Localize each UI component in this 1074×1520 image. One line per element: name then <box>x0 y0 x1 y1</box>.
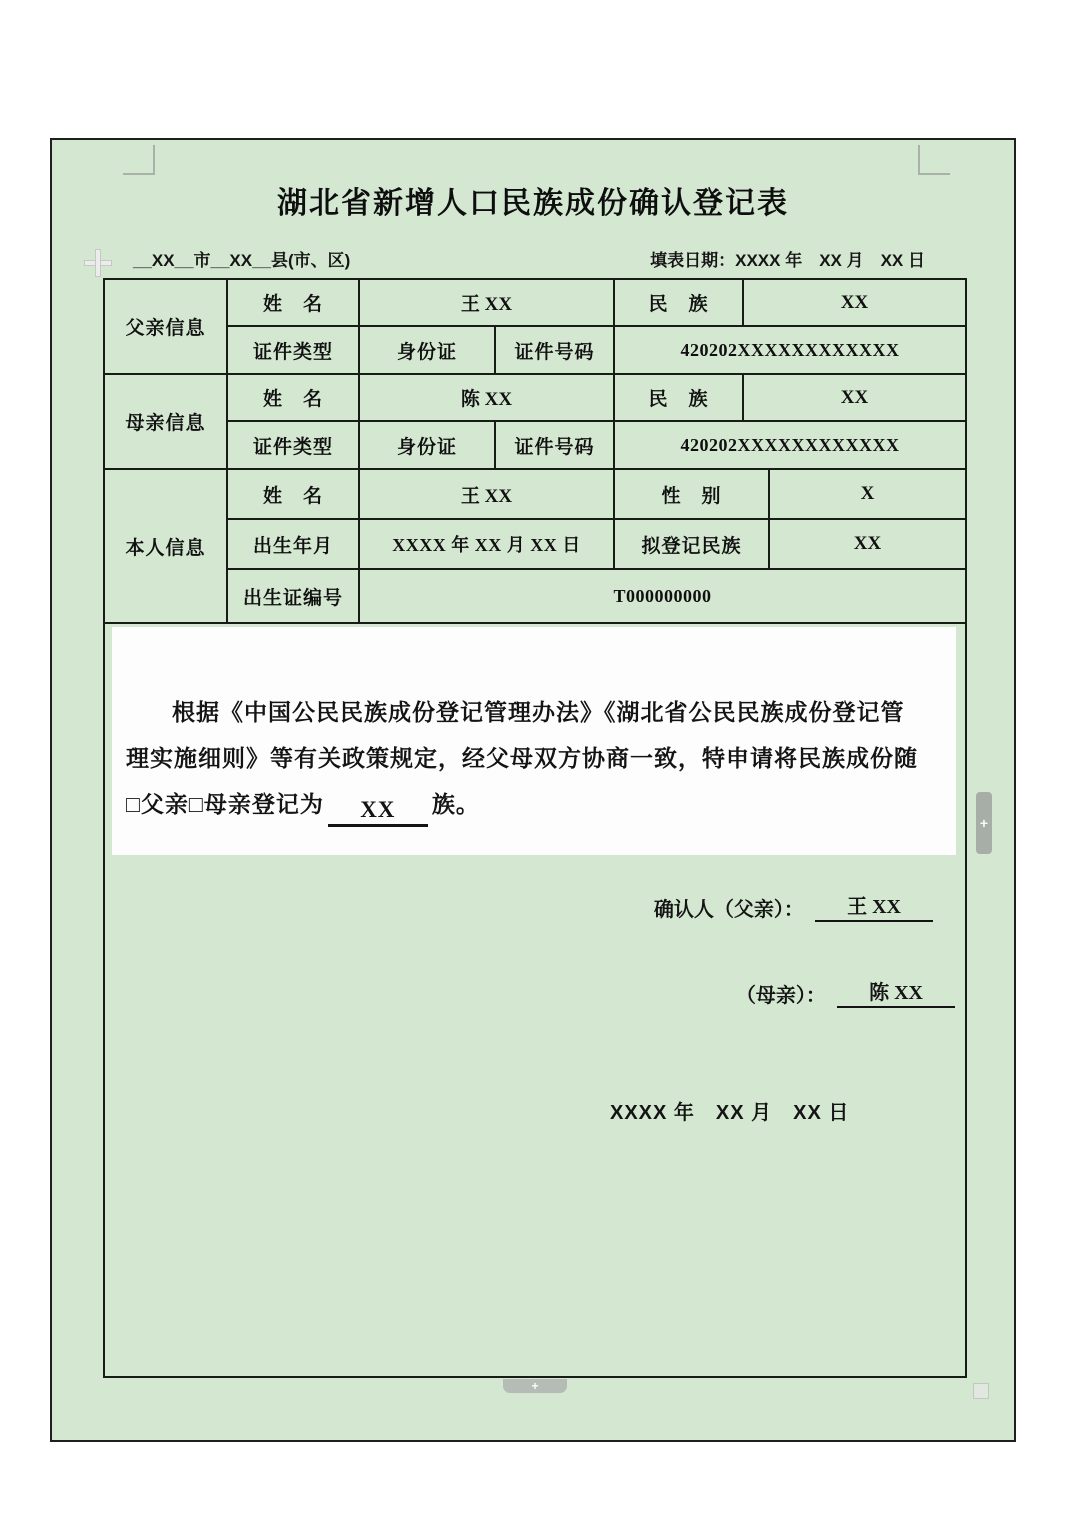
margin-crop-mark-right-icon <box>918 145 950 175</box>
statement-line-2: 理实施细则》等有关政策规定，经父母双方协商一致，特申请将民族成份随 <box>126 745 918 771</box>
fill-date-value[interactable]: XXXX 年 XX 月 XX 日 <box>735 251 925 270</box>
father-id-number-label: 证件号码 <box>495 326 614 374</box>
region-line: __XX__市__XX__县(市、区) <box>133 251 351 270</box>
mother-ethnicity-value[interactable]: XX <box>743 374 966 421</box>
statement-line-3 <box>126 781 942 827</box>
father-section-label: 父亲信息 <box>104 279 227 374</box>
statement-suffix: 族。 <box>431 791 480 817</box>
person-gender-value[interactable]: X <box>769 469 966 519</box>
person-name-value[interactable]: 王 XX <box>359 469 614 519</box>
document-page <box>50 138 1016 1442</box>
mother-id-type-value[interactable]: 身份证 <box>359 421 495 469</box>
person-gender-label: 性 别 <box>614 469 769 519</box>
table-right-drag-handle[interactable] <box>976 792 992 854</box>
person-intended-ethnicity-label: 拟登记民族 <box>614 519 769 569</box>
fill-date <box>650 246 925 271</box>
table-row <box>104 623 966 1377</box>
mother-ethnicity-label: 民 族 <box>614 374 743 421</box>
registration-table <box>103 278 967 1378</box>
confirm-mother-label: （母亲）： <box>735 985 838 1007</box>
father-id-type-label: 证件类型 <box>227 326 359 374</box>
statement-line-1: 根据《中国公民民族成份登记管理办法》《湖北省公民民族成份登记管 <box>172 699 905 725</box>
margin-crop-mark-left-icon <box>123 145 155 175</box>
statement-verb: 登记为 <box>251 791 324 817</box>
father-ethnicity-label: 民 族 <box>614 279 743 326</box>
table-row <box>104 279 966 326</box>
table-bottom-drag-handle[interactable] <box>503 1379 567 1393</box>
plus-icon <box>95 249 101 277</box>
person-intended-ethnicity-value[interactable]: XX <box>769 519 966 569</box>
father-ethnicity-value[interactable]: XX <box>743 279 966 326</box>
confirm-mother-signature <box>647 956 955 1031</box>
fill-date-label: 填表日期： <box>650 251 736 270</box>
father-name-label: 姓 名 <box>227 279 359 326</box>
signature-date[interactable]: XXXX 年 XX 月 XX 日 <box>610 1102 850 1124</box>
person-birth-label: 出生年月 <box>227 519 359 569</box>
confirm-father-value[interactable]: 王 XX <box>815 894 933 922</box>
table-row <box>104 374 966 421</box>
plus-icon: + <box>531 1379 539 1393</box>
mother-name-label: 姓 名 <box>227 374 359 421</box>
form-header-line <box>133 246 925 271</box>
statement-cell <box>105 624 965 1376</box>
table-row <box>104 519 966 569</box>
person-birth-cert-label: 出生证编号 <box>227 569 359 623</box>
page-title: 湖北省新增人口民族成份确认登记表 <box>277 187 789 220</box>
table-row <box>104 421 966 469</box>
table-row <box>104 469 966 519</box>
father-id-type-value[interactable]: 身份证 <box>359 326 495 374</box>
ethnicity-blank-field[interactable]: XX <box>328 796 428 827</box>
person-name-label: 姓 名 <box>227 469 359 519</box>
person-birth-cert-value[interactable]: T000000000 <box>359 569 966 623</box>
confirm-mother-value[interactable]: 陈 XX <box>837 980 955 1008</box>
table-resize-grip[interactable] <box>973 1383 989 1399</box>
father-name-value[interactable]: 王 XX <box>359 279 614 326</box>
person-section-label: 本人信息 <box>104 469 227 623</box>
mother-id-number-label: 证件号码 <box>495 421 614 469</box>
mother-checkbox[interactable]: □ <box>188 791 204 817</box>
mother-word: 母亲 <box>203 791 252 817</box>
confirm-father-signature <box>565 870 933 945</box>
table-move-handle[interactable] <box>84 249 112 277</box>
table-row <box>104 326 966 374</box>
table-row <box>104 569 966 623</box>
confirm-father-label: 确认人（父亲）： <box>653 899 816 921</box>
mother-id-number-value[interactable]: 420202XXXXXXXXXXXX <box>614 421 966 469</box>
person-birth-value[interactable]: XXXX 年 XX 月 XX 日 <box>359 519 614 569</box>
father-word: 父亲 <box>140 791 189 817</box>
statement-box[interactable] <box>112 627 956 855</box>
mother-section-label: 母亲信息 <box>104 374 227 469</box>
mother-id-type-label: 证件类型 <box>227 421 359 469</box>
plus-icon: + <box>979 815 989 831</box>
statement-text <box>112 689 956 827</box>
father-id-number-value[interactable]: 420202XXXXXXXXXXXX <box>614 326 966 374</box>
father-checkbox[interactable]: □ <box>126 791 141 817</box>
mother-name-value[interactable]: 陈 XX <box>359 374 614 421</box>
